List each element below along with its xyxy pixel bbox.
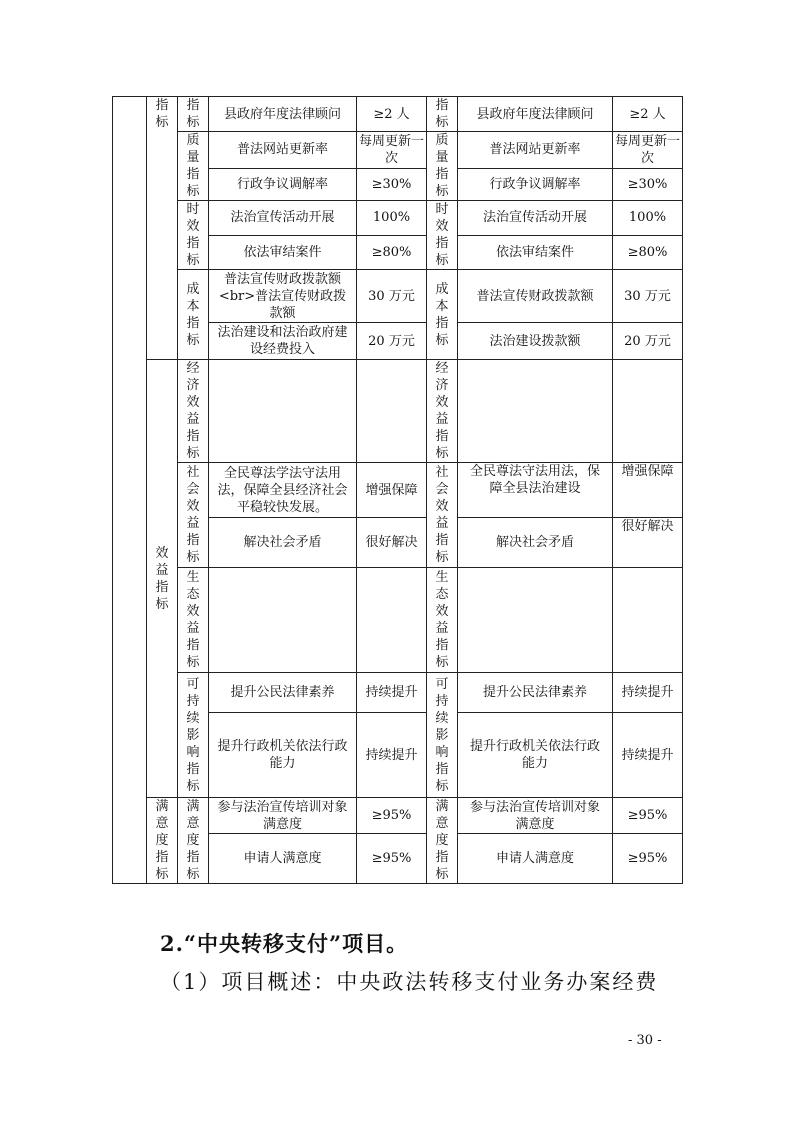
plan-indicator-name: 行政争议调解率 <box>209 168 357 200</box>
performance-table <box>112 96 683 884</box>
plan-indicator-value: 100% <box>357 201 427 236</box>
indicator-label: 指标 <box>427 97 458 132</box>
project-overview-paragraph: （1）项目概述：中央政法转移支付业务办案经费 <box>160 970 659 994</box>
actual-indicator-name: 全民尊法守法用法，保障全县法治建设 <box>458 463 613 518</box>
actual-indicator-value: ≥95% <box>613 798 683 834</box>
table-row <box>113 798 683 834</box>
table-row <box>113 201 683 236</box>
actual-indicator-name: 提升公民法律素养 <box>458 673 613 713</box>
empty-cell <box>458 360 613 463</box>
plan-indicator-value: 持续提升 <box>357 713 427 798</box>
actual-indicator-name: 县政府年度法律顾问 <box>458 97 613 132</box>
table-row <box>113 132 683 169</box>
sustainability-indicator-label: 可持续影响指标 <box>178 673 209 798</box>
table-row <box>113 463 683 518</box>
plan-indicator-name: 解决社会矛盾 <box>209 518 357 568</box>
actual-indicator-name: 法治建设拨款额 <box>458 323 613 360</box>
table-row <box>113 360 683 463</box>
actual-indicator-value: 30 万元 <box>613 270 683 323</box>
actual-indicator-value: ≥80% <box>613 235 683 270</box>
quality-indicator-label: 质量指标 <box>427 132 458 201</box>
satisfaction-subindicator-label: 满意度指标 <box>178 798 209 884</box>
section-heading: 2.“中央转移支付”项目。 <box>160 931 409 956</box>
empty-cell <box>209 360 357 463</box>
ecological-indicator-label: 生态效益指标 <box>178 568 209 673</box>
actual-indicator-name: 行政争议调解率 <box>458 168 613 200</box>
ecological-indicator-label: 生态效益指标 <box>427 568 458 673</box>
sustainability-indicator-label: 可持续影响指标 <box>427 673 458 798</box>
economic-indicator-label: 经济效益指标 <box>427 360 458 463</box>
actual-indicator-value: 持续提升 <box>613 673 683 713</box>
timeliness-indicator-label: 时效指标 <box>427 201 458 270</box>
plan-indicator-value: ≥80% <box>357 235 427 270</box>
plan-indicator-value: ≥95% <box>357 834 427 884</box>
empty-cell <box>613 568 683 673</box>
indicator-label: 指标 <box>178 97 209 132</box>
plan-indicator-value: ≥30% <box>357 168 427 200</box>
plan-indicator-name: 依法审结案件 <box>209 235 357 270</box>
actual-indicator-value: 很好解决 <box>613 518 683 568</box>
plan-indicator-value: ≥2 人 <box>357 97 427 132</box>
plan-indicator-name: 参与法治宣传培训对象满意度 <box>209 798 357 834</box>
plan-indicator-value: ≥95% <box>357 798 427 834</box>
plan-indicator-value: 持续提升 <box>357 673 427 713</box>
actual-indicator-name: 申请人满意度 <box>458 834 613 884</box>
table-row <box>113 673 683 713</box>
actual-indicator-value: 每周更新一次 <box>613 132 683 169</box>
actual-indicator-name: 普法网站更新率 <box>458 132 613 169</box>
actual-indicator-value: ≥30% <box>613 168 683 200</box>
table-row <box>113 568 683 673</box>
benefit-indicator-label: 效益指标 <box>147 360 178 798</box>
plan-indicator-name: 申请人满意度 <box>209 834 357 884</box>
actual-indicator-value: ≥95% <box>613 834 683 884</box>
plan-indicator-name: 全民尊法学法守法用法，保障全县经济社会平稳较快发展。 <box>209 463 357 518</box>
plan-indicator-value: 增强保障 <box>357 463 427 518</box>
social-indicator-label: 社会效益指标 <box>427 463 458 568</box>
table-row <box>113 97 683 132</box>
cost-indicator-label: 成本指标 <box>427 270 458 360</box>
social-indicator-label: 社会效益指标 <box>178 463 209 568</box>
plan-indicator-name: 法治宣传活动开展 <box>209 201 357 236</box>
plan-indicator-value: 很好解决 <box>357 518 427 568</box>
output-indicator-tail: 指标 <box>147 97 178 360</box>
page-number: - 30 - <box>628 1033 662 1048</box>
plan-indicator-name: 县政府年度法律顾问 <box>209 97 357 132</box>
plan-indicator-value: 30 万元 <box>357 270 427 323</box>
empty-cell <box>357 360 427 463</box>
plan-indicator-value: 每周更新一次 <box>357 132 427 169</box>
actual-indicator-value: 增强保障 <box>613 463 683 518</box>
plan-indicator-name: 提升公民法律素养 <box>209 673 357 713</box>
economic-indicator-label: 经济效益指标 <box>178 360 209 463</box>
timeliness-indicator-label: 时效指标 <box>178 201 209 270</box>
empty-cell <box>613 360 683 463</box>
cost-indicator-label: 成本指标 <box>178 270 209 360</box>
plan-indicator-name: 普法宣传财政拨款额<br>普法宣传财政拨款额 <box>209 270 357 323</box>
actual-indicator-name: 依法审结案件 <box>458 235 613 270</box>
plan-indicator-name: 提升行政机关依法行政能力 <box>209 713 357 798</box>
plan-indicator-value: 20 万元 <box>357 323 427 360</box>
actual-indicator-value: 20 万元 <box>613 323 683 360</box>
level1-category-cell <box>113 97 147 884</box>
actual-indicator-name: 参与法治宣传培训对象满意度 <box>458 798 613 834</box>
actual-indicator-name: 解决社会矛盾 <box>458 518 613 568</box>
plan-indicator-name: 普法网站更新率 <box>209 132 357 169</box>
actual-indicator-value: 持续提升 <box>613 713 683 798</box>
empty-cell <box>458 568 613 673</box>
empty-cell <box>209 568 357 673</box>
actual-indicator-value: ≥2 人 <box>613 97 683 132</box>
satisfaction-subindicator-label: 满意度指标 <box>427 798 458 884</box>
plan-indicator-name: 法治建设和法治政府建设经费投入 <box>209 323 357 360</box>
quality-indicator-label: 质量指标 <box>178 132 209 201</box>
empty-cell <box>357 568 427 673</box>
satisfaction-indicator-label: 满意度指标 <box>147 798 178 884</box>
actual-indicator-name: 法治宣传活动开展 <box>458 201 613 236</box>
actual-indicator-name: 提升行政机关依法行政能力 <box>458 713 613 798</box>
actual-indicator-name: 普法宣传财政拨款额 <box>458 270 613 323</box>
table-row <box>113 270 683 323</box>
actual-indicator-value: 100% <box>613 201 683 236</box>
